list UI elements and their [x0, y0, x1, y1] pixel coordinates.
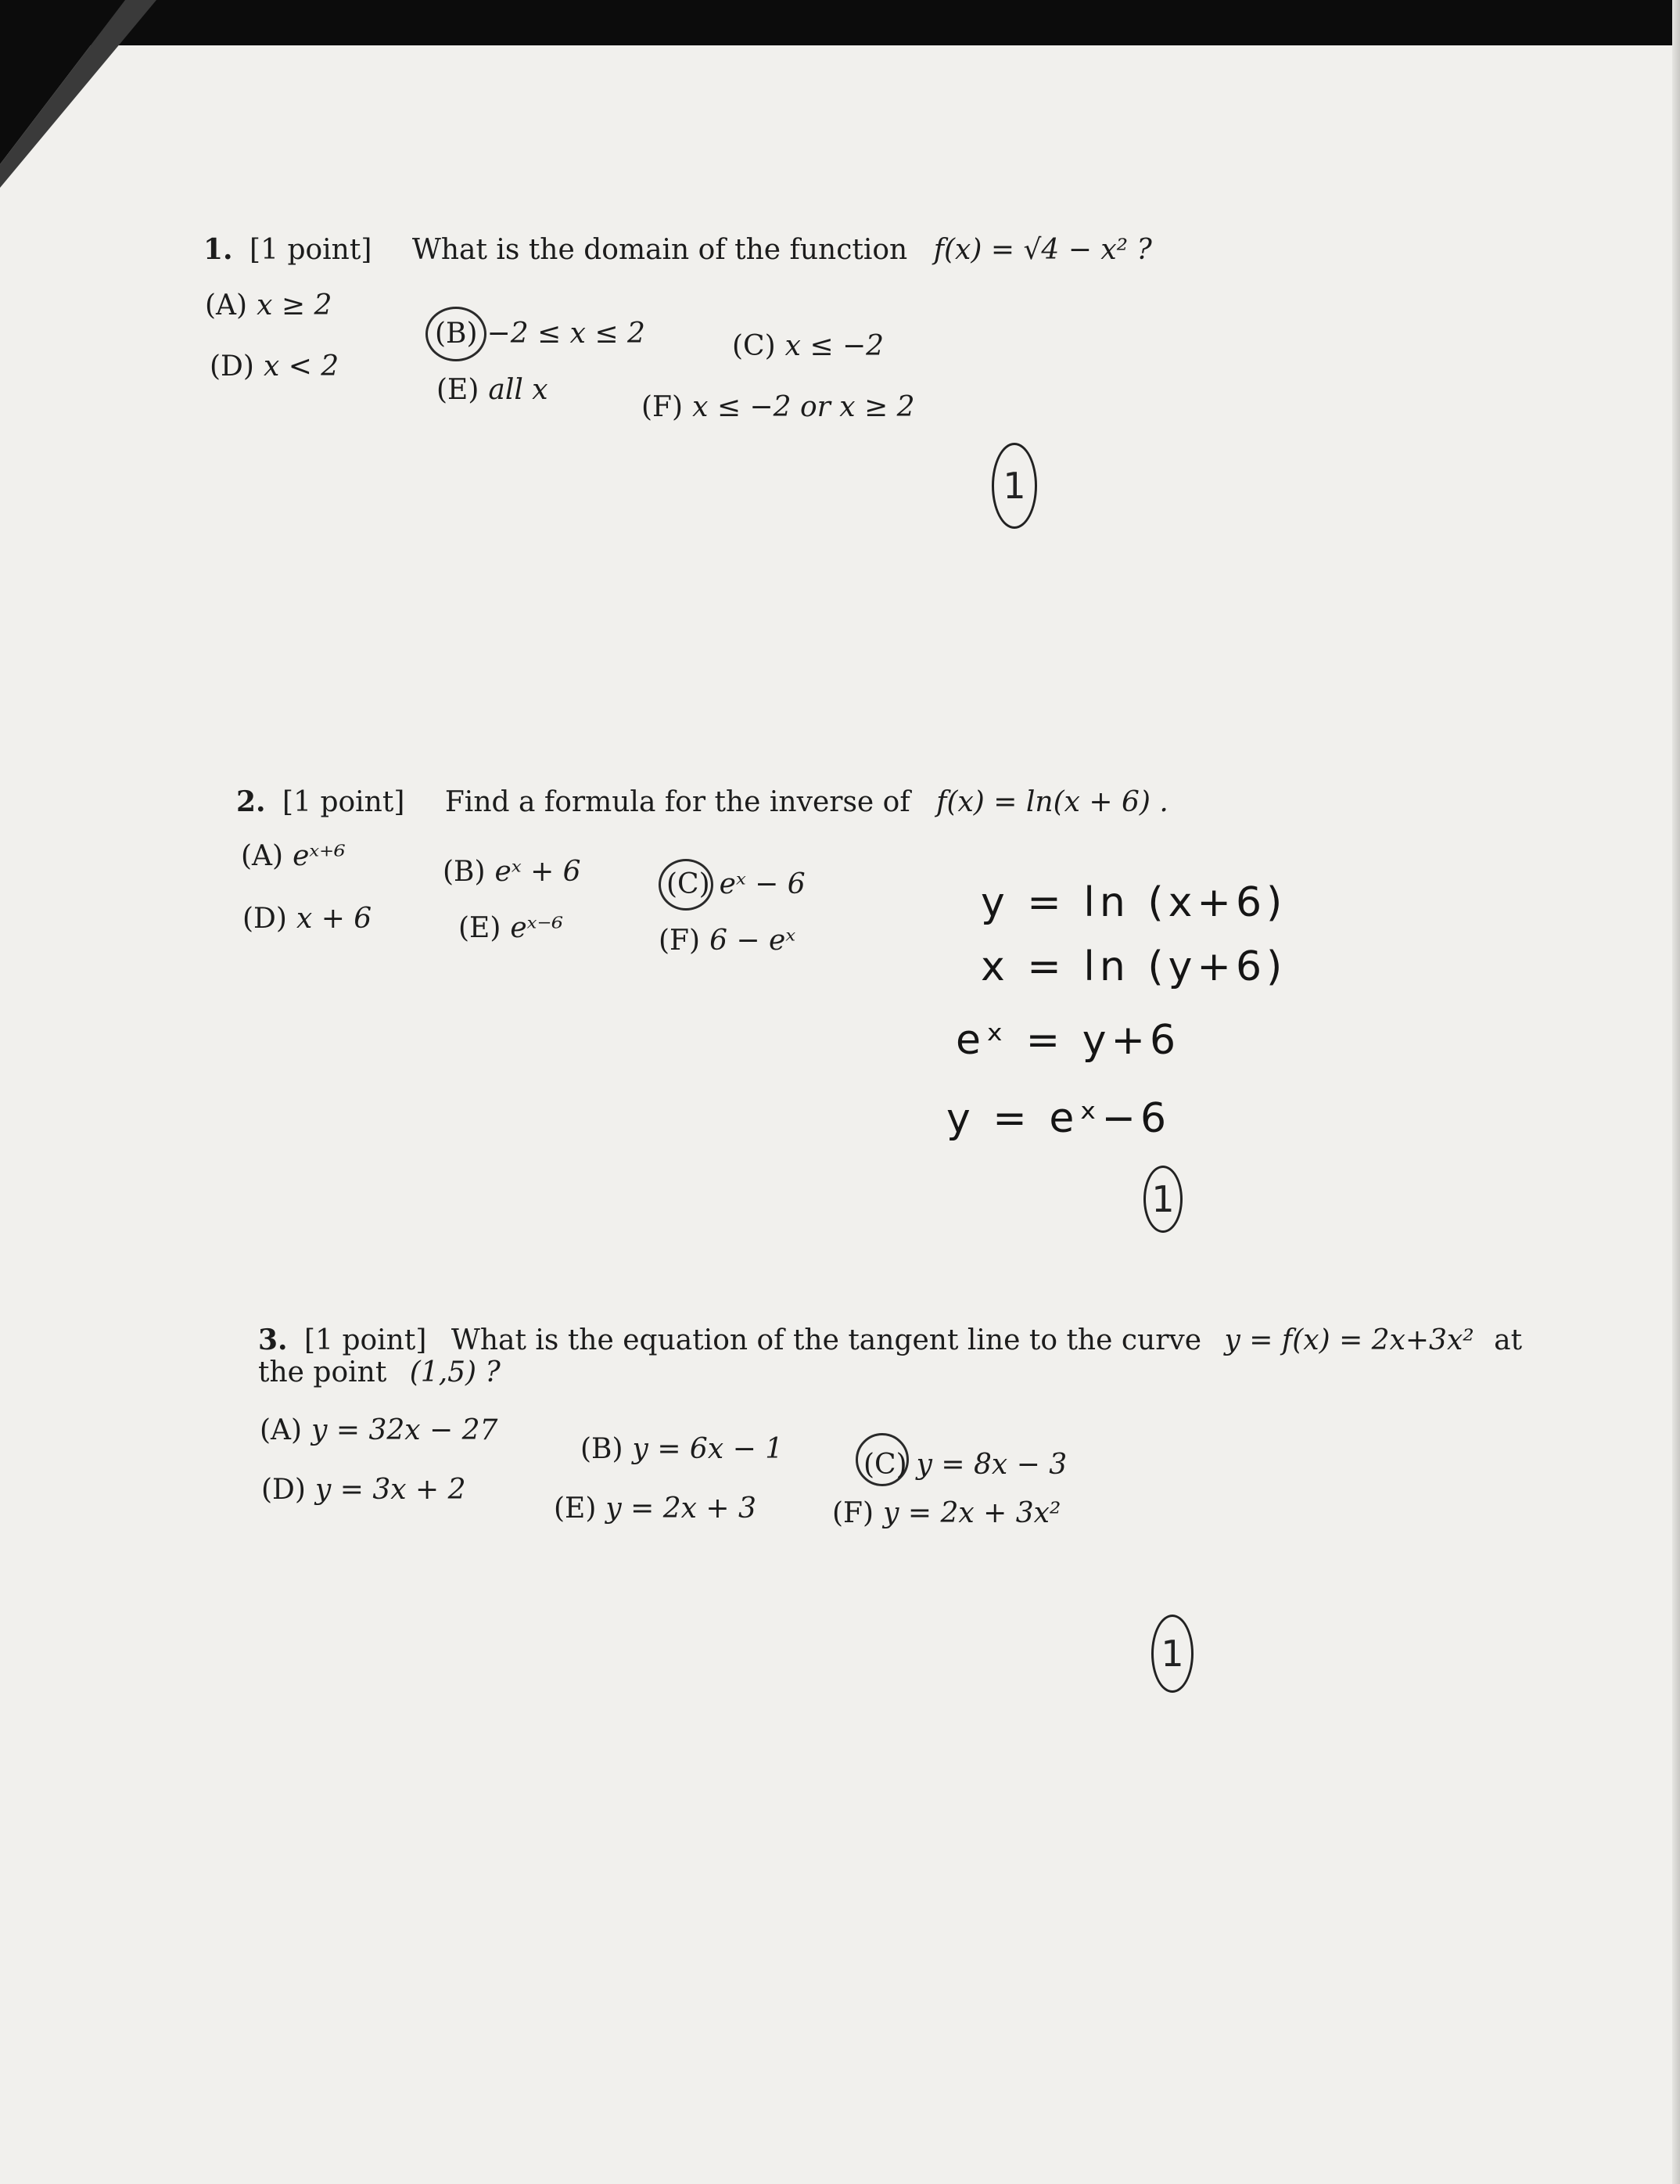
option-b	[435, 318, 645, 350]
option-letter: (F)	[832, 1497, 874, 1529]
option-value: y = 3x + 2	[314, 1474, 466, 1506]
question-stem: Find a formula for the inverse of	[444, 786, 910, 818]
option-value: y = 2x + 3	[605, 1493, 756, 1525]
question-number: 1.	[203, 233, 233, 266]
option-d	[261, 1474, 466, 1506]
option-value: 6 − eˣ	[709, 925, 796, 957]
question-expression: f(x) = √4 − x² ?	[933, 234, 1152, 266]
option-a	[241, 840, 346, 872]
option-d	[242, 903, 372, 935]
question-points: [1 point]	[249, 234, 372, 266]
option-letter: (D)	[210, 350, 254, 383]
option-value: x ≥ 2	[257, 289, 332, 321]
score-mark: 1	[1143, 1166, 1183, 1233]
question-expression: f(x) = ln(x + 6) .	[936, 786, 1168, 818]
option-c	[732, 330, 884, 362]
option-value: eˣ⁻⁶	[510, 912, 563, 944]
option-a	[205, 289, 332, 321]
score-mark: 1	[1151, 1615, 1194, 1693]
option-b	[443, 856, 581, 888]
handwritten-work-line: y = ln (x+6)	[981, 879, 1287, 926]
option-e	[436, 374, 548, 406]
option-c	[863, 1449, 1067, 1481]
option-f	[832, 1497, 1061, 1529]
option-f	[641, 391, 915, 423]
option-d	[210, 350, 339, 383]
question-expression: y = f(x) = 2x+3x²	[1224, 1324, 1474, 1356]
option-letter: (E)	[554, 1493, 597, 1525]
option-letter: (B)	[435, 318, 478, 350]
question-number: 3.	[258, 1324, 288, 1356]
option-value: y = 8x − 3	[916, 1449, 1068, 1481]
handwritten-work-line: eˣ = y+6	[956, 1017, 1181, 1064]
question-points: [1 point]	[304, 1324, 427, 1356]
question-header	[258, 1324, 1522, 1356]
option-f	[659, 925, 795, 957]
option-value: x < 2	[263, 350, 339, 383]
option-e	[554, 1493, 756, 1525]
option-letter: (D)	[242, 903, 287, 935]
question-number: 2.	[236, 785, 266, 818]
option-letter: (D)	[261, 1474, 306, 1506]
option-letter: (E)	[458, 912, 501, 944]
option-value: x + 6	[296, 903, 372, 935]
option-letter: (A)	[205, 289, 248, 321]
handwritten-work-line: y = eˣ−6	[946, 1095, 1172, 1142]
option-letter: (B)	[580, 1433, 623, 1465]
option-b	[580, 1433, 783, 1465]
option-value: x ≤ −2 or x ≥ 2	[692, 391, 915, 423]
option-letter: (A)	[241, 840, 284, 872]
question-point: (1,5) ?	[409, 1356, 501, 1388]
option-letter: (F)	[659, 925, 701, 957]
score-mark: 1	[992, 443, 1037, 529]
question-stem: What is the domain of the function	[411, 234, 908, 266]
option-value: eˣ − 6	[719, 868, 806, 900]
question-points: [1 point]	[282, 786, 405, 818]
question-stem: What is the equation of the tangent line to the curve	[451, 1324, 1202, 1356]
option-letter: (E)	[436, 374, 479, 406]
option-value: −2 ≤ x ≤ 2	[486, 318, 645, 350]
folded-corner-shadow	[0, 0, 1680, 188]
option-value: all x	[488, 374, 548, 406]
handwritten-work-line: x = ln (y+6)	[981, 943, 1287, 990]
option-c	[666, 868, 806, 900]
option-letter: (A)	[260, 1414, 303, 1446]
option-value: y = 32x − 27	[311, 1414, 498, 1446]
option-value: eˣ + 6	[494, 856, 581, 888]
option-value: eˣ⁺⁶	[293, 840, 346, 872]
option-value: y = 2x + 3x²	[883, 1497, 1061, 1529]
option-e	[458, 912, 563, 944]
question-stem-line2	[258, 1356, 501, 1388]
question-header	[236, 785, 1168, 818]
option-letter: (C)	[666, 868, 710, 900]
option-value: x ≤ −2	[784, 330, 885, 362]
question-header	[203, 233, 1152, 266]
option-letter: (C)	[732, 330, 776, 362]
option-letter: (B)	[443, 856, 486, 888]
option-letter: (F)	[641, 391, 684, 423]
question-stem-end: at	[1494, 1324, 1523, 1356]
option-value: y = 6x − 1	[632, 1433, 784, 1465]
option-letter: (C)	[863, 1449, 907, 1481]
page-edge	[1672, 0, 1680, 2184]
question-stem-continued: the point	[258, 1356, 387, 1388]
option-a	[260, 1414, 497, 1446]
